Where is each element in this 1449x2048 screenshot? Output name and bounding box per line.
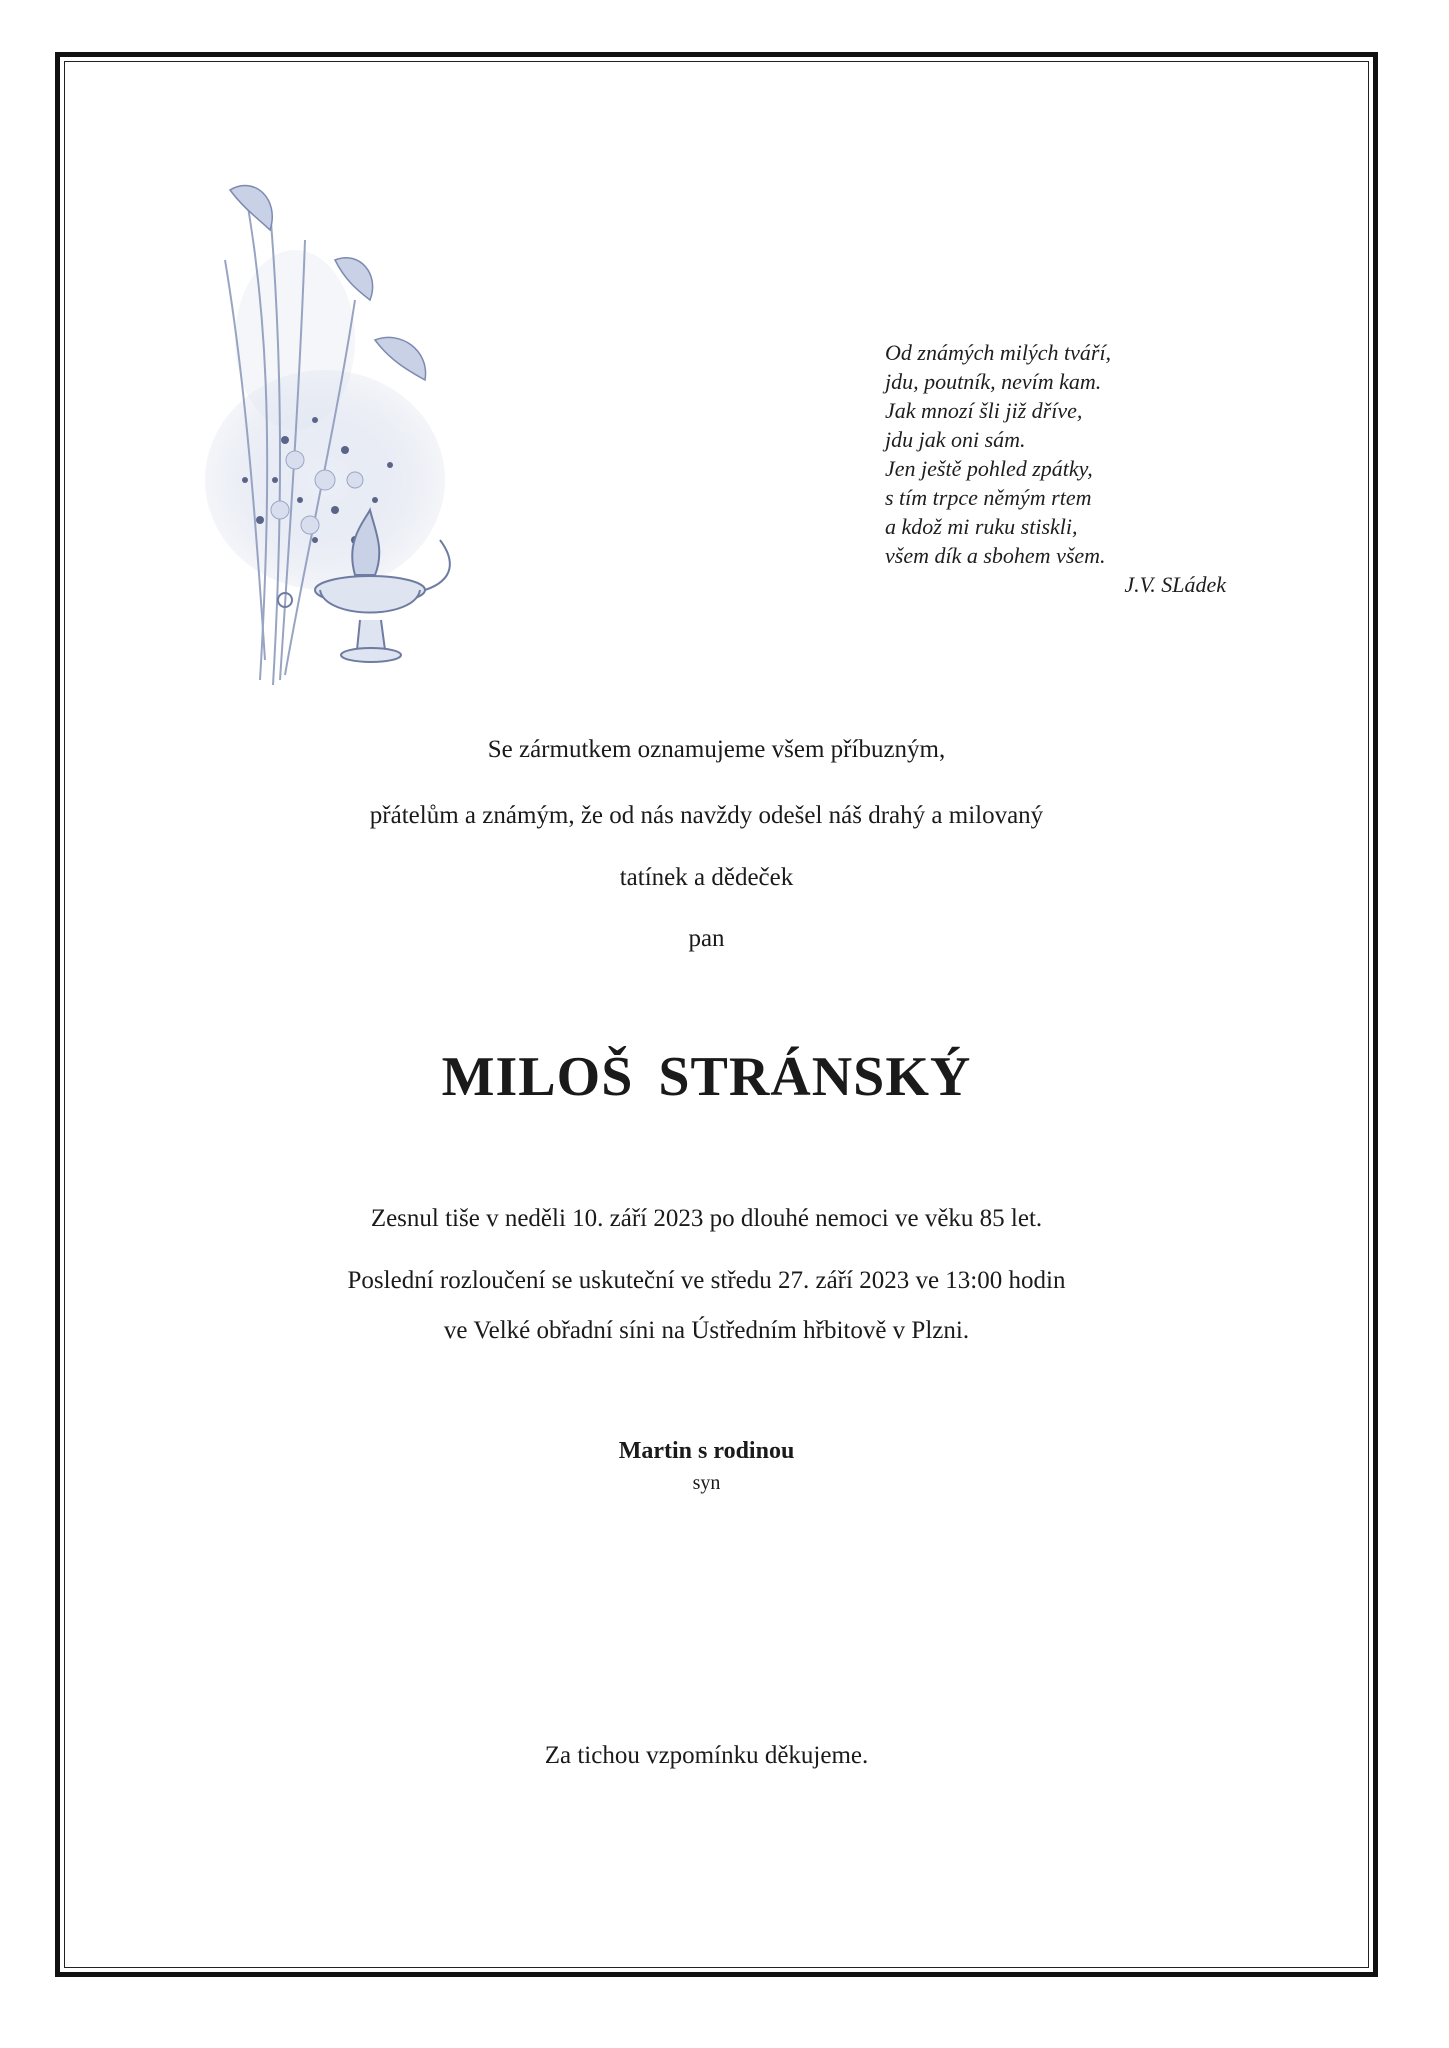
poem-line: Jak mnozí šli již dříve, (885, 398, 1083, 423)
mourner-relation: syn (692, 1472, 721, 1494)
mourner-name: Martin s rodinou (618, 1438, 795, 1464)
farewell-line-2: ve Velké obřadní síni na Ústředním hřbitově v Plzni. (443, 1317, 970, 1344)
announcement-line-4: pan (688, 925, 725, 952)
poem-line: s tím trpce němým rtem (885, 485, 1092, 510)
poem (885, 338, 1245, 599)
poem-author: J.V. SLádek (1124, 572, 1226, 597)
poem-line: jdu jak oni sám. (885, 427, 1026, 452)
announcement-line-1: Se zármutkem oznamujeme všem příbuzným, (487, 736, 946, 763)
farewell-line-1: Poslední rozloučení se uskuteční ve středu 27. září 2023 ve 13:00 hodin (347, 1267, 1066, 1294)
poem-line: Jen ještě pohled zpátky, (885, 456, 1093, 481)
closing-thanks: Za tichou vzpomínku děkujeme. (544, 1742, 869, 1769)
poem-line: a kdož mi ruku stiskli, (885, 514, 1078, 539)
death-details: Zesnul tiše v neděli 10. září 2023 po dlouhé nemoci ve věku 85 let. (370, 1205, 1043, 1232)
poem-line: všem dík a sbohem všem. (885, 543, 1106, 568)
calla-lily-and-lamp-ornament-icon (185, 180, 485, 690)
poem-line: jdu, poutník, nevím kam. (885, 369, 1102, 394)
poem-line: Od známých milých tváří, (885, 340, 1112, 365)
announcement-line-2: přátelům a známým, že od nás navždy odešel náš drahý a milovaný (369, 802, 1044, 829)
deceased-name: MILOŠ STRÁNSKÝ (441, 1046, 972, 1108)
announcement-line-3: tatínek a dědeček (619, 864, 794, 891)
